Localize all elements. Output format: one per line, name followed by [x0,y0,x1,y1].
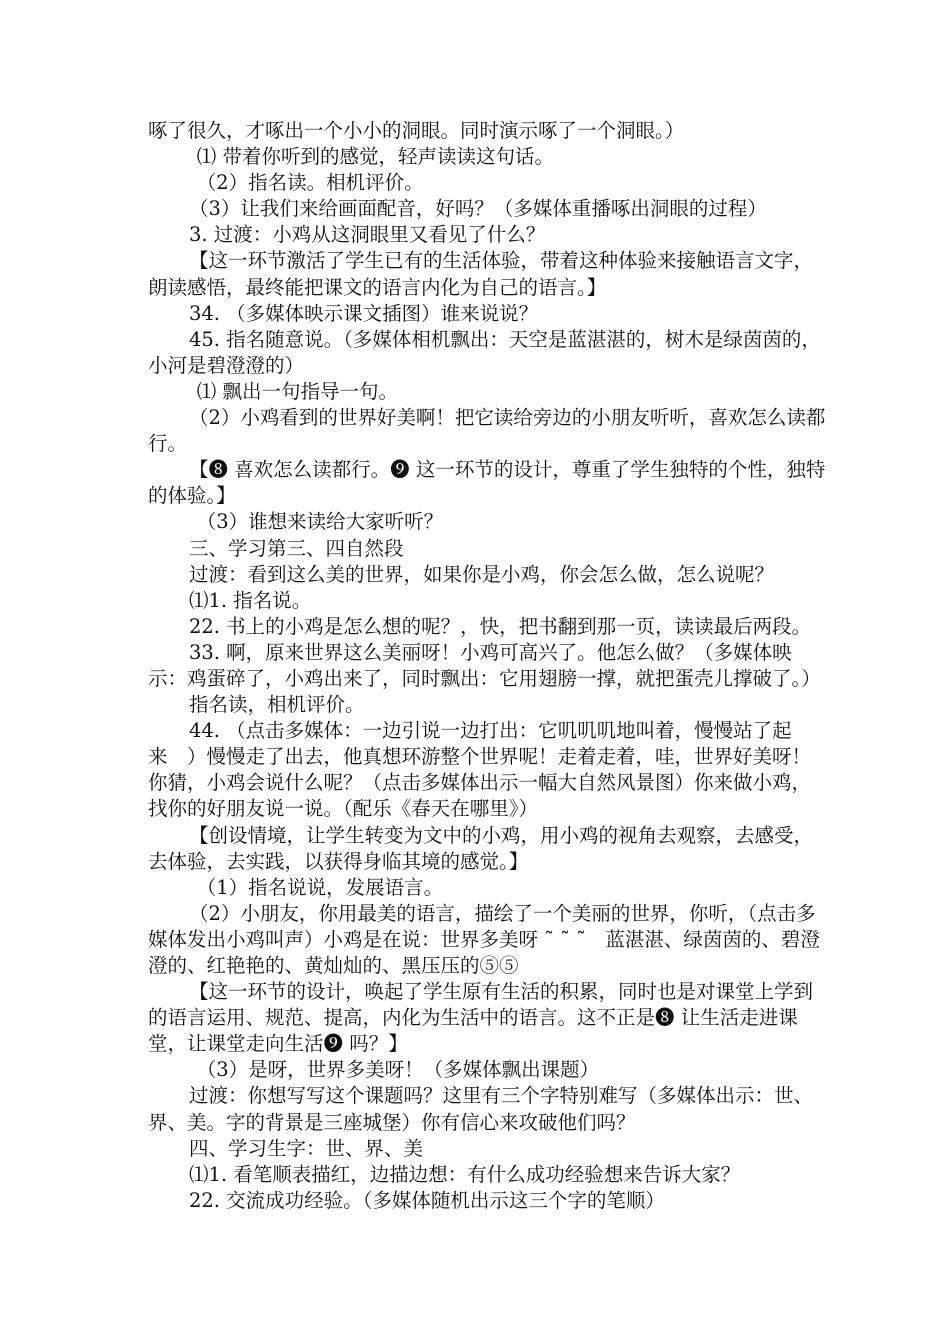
paragraph: （3）让我们来给画面配音，好吗？（多媒体重播啄出洞眼的过程） [188,197,767,221]
paragraph: 啄了很久，才啄出一个小小的洞眼。同时演示啄了一个洞眼。） [148,119,685,142]
paragraph: （3）是呀，世界多美呀！（多媒体飘出课题） [196,1058,600,1082]
paragraph: ⑴ 带着你听到的感觉，轻声读读这句话。 [196,145,554,169]
paragraph: 【❽ 喜欢怎么读都行。❾ 这一环节的设计，尊重了学生独特的个性，独特的体验。】 [148,458,826,508]
paragraph: 45. 指名随意说。（多媒体相机飘出：天空是蓝湛湛的，树木是绿茵茵的，小河是碧澄澄的） [148,327,821,377]
paragraph: （2）小鸡看到的世界好美啊！把它读给旁边的小朋友听听，喜欢怎么读都行。 [148,406,826,456]
paragraph: （2）小朋友，你用最美的语言，描绘了一个美丽的世界，你听，（点击多媒体发出小鸡叫声）小鸡是在说：世界多美呀 ˜ ˜ ˜ 蓝湛湛、绿茵茵的、碧澄澄的、红艳艳的、黄灿灿的、黑压压的⑤⑤ [148,901,820,977]
paragraph: ⑴ 飘出一句指导一句。 [196,379,398,403]
paragraph: 四、学习生字：世、界、美 [188,1136,423,1160]
paragraph: 22. 书上的小鸡是怎么想的呢？，快，把书翻到那一页，读读最后两段。 [188,614,812,638]
paragraph: 指名读，相机评价。 [188,693,365,717]
document-body [148,118,828,1214]
paragraph: （2）指名读。相机评价。 [196,171,424,195]
paragraph: 【创设情境，让学生转变为文中的小鸡，用小鸡的视角去观察，去感受，去体验，去实践，以获得身临其境的感觉。】 [148,823,813,873]
paragraph: 【这一环节激活了学生已有的生活体验，带着这种体验来接触语言文字，朗读感悟，最终能把课文的语言内化为自己的语言。】 [148,249,813,299]
paragraph: （1）指名说说，发展语言。 [196,875,444,899]
paragraph: 过渡：你想写写这个课题吗？这里有三个字特别难写（多媒体出示：世、界、美。字的背景是三座城堡）你有信心来攻破他们吗？ [148,1084,813,1134]
paragraph: 三、学习第三、四自然段 [188,536,404,560]
paragraph: 22. 交流成功经验。（多媒体随机出示这三个字的笔顺） [188,1188,665,1212]
paragraph: 33. 啊，原来世界这么美丽呀！小鸡可高兴了。他怎么做？（多媒体映示：鸡蛋碎了，小鸡出来了，同时飘出：它用翅膀一撑，就把蛋壳儿撑破了。） [148,640,821,690]
paragraph: ⑴1. 指名说。 [188,588,312,612]
paragraph: 过渡：看到这么美的世界，如果你是小鸡，你会怎么做，怎么说呢？ [188,562,774,586]
paragraph: 3. 过渡：小鸡从这洞眼里又看见了什么？ [188,223,546,247]
paragraph: ⑴1. 看笔顺表描红，边描边想：有什么成功经验想来告诉大家？ [188,1162,741,1186]
paragraph: 34. （多媒体映示课文插图）谁来说说？ [188,301,539,325]
paragraph: 【这一环节的设计，唤起了学生原有生活的积累，同时也是对课堂上学到的语言运用、规范、提高，内化为生活中的语言。这不正是❽ 让生活走进课堂，让课堂走向生活❾ 吗？】 [148,980,813,1056]
paragraph: （3）谁想来读给大家听听？ [196,510,444,534]
paragraph: 44. （点击多媒体：一边引说一边打出：它叽叽叽地叫着，慢慢站了起来 ）慢慢走了出去，他真想环游整个世界呢！走着走着，哇，世界好美呀！你猜，小鸡会说什么呢？（点击多媒体出示一幅大自然风景图）你来做小鸡，找你的好朋友说一说。（配乐《春天在哪里》） [148,719,812,821]
